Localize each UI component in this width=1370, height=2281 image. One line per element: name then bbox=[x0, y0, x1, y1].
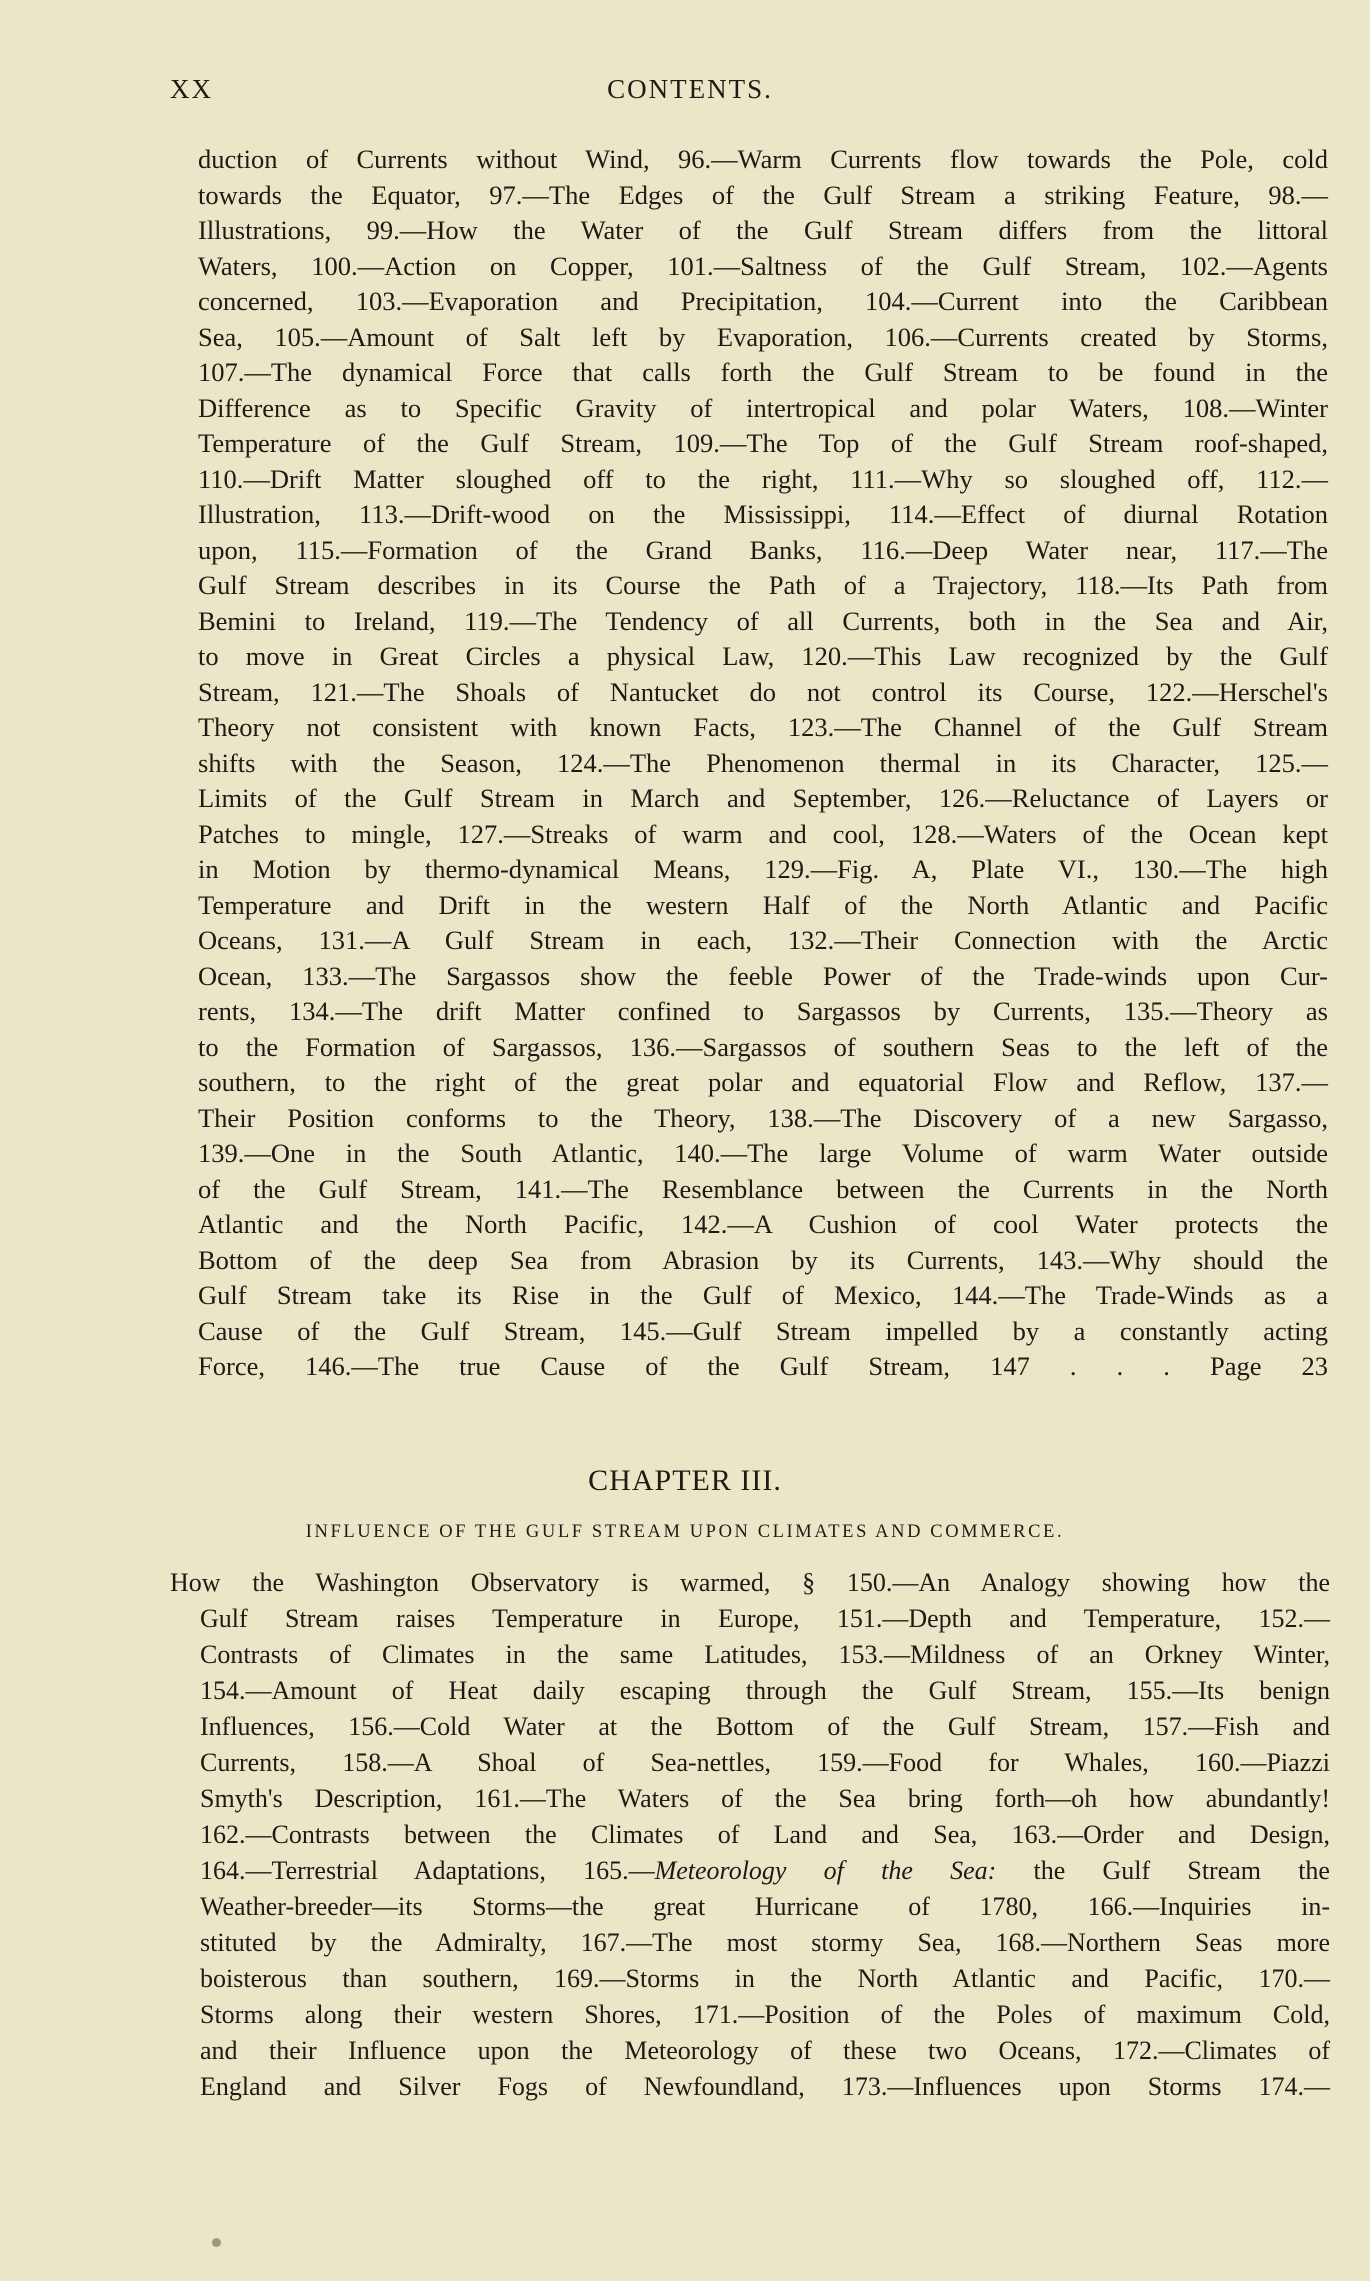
contents-line: rents, 134.—The drift Matter confined to Sargassos by Currents, 135.—Theory as bbox=[198, 996, 1328, 1026]
running-head-title: CONTENTS. bbox=[607, 74, 773, 104]
contents-line: Their Position conforms to the Theory, 138.—The Discovery of a new Sargasso, bbox=[198, 1102, 1328, 1133]
contents-line: Ocean, 133.—The Sargassos show the feeble Power of the Trade-winds upon Cur- bbox=[198, 960, 1328, 991]
contents-line: 110.—Drift Matter sloughed off to the right, 111.—Why so sloughed off, 112.— bbox=[198, 463, 1328, 494]
line-164-italic: Meteorology of the Sea: bbox=[654, 1856, 997, 1885]
contents-line: Illustrations, 99.—How the Water of the Gulf Stream differs from the littoral bbox=[198, 215, 1328, 245]
contents-line: upon, 115.—Formation of the Grand Banks, 116.—Deep Water near, 117.—The bbox=[198, 534, 1328, 565]
contents-line: England and Silver Fogs of Newfoundland, 173.—Influences upon Storms 174.— bbox=[200, 2072, 1330, 2101]
page-folio: XX bbox=[170, 74, 213, 104]
contents-line: to move in Great Circles a physical Law, 120.—This Law recognized by the Gulf bbox=[198, 641, 1328, 671]
contents-line: Weather-breeder—its Storms—the great Hurricane of 1780, 166.—Inquiries in- bbox=[200, 1892, 1330, 1921]
contents-line: towards the Equator, 97.—The Edges of the Gulf Stream a striking Feature, 98.— bbox=[198, 179, 1328, 210]
contents-line: concerned, 103.—Evaporation and Precipitation, 104.—Current into the Caribbean bbox=[198, 286, 1328, 316]
contents-line: Atlantic and the North Pacific, 142.—A Cushion of cool Water protects the bbox=[198, 1209, 1328, 1239]
contents-line: 107.—The dynamical Force that calls forth the Gulf Stream to be found in the bbox=[198, 357, 1328, 387]
contents-line: Patches to mingle, 127.—Streaks of warm and cool, 128.—Waters of the Ocean kept bbox=[198, 818, 1328, 849]
contents-line: Illustration, 113.—Drift-wood on the Mississippi, 114.—Effect of diurnal Rotation bbox=[198, 499, 1328, 529]
dot-leader: . . . bbox=[1069, 1351, 1170, 1381]
contents-line: Waters, 100.—Action on Copper, 101.—Saltness of the Gulf Stream, 102.—Agents bbox=[198, 250, 1328, 281]
contents-line: boisterous than southern, 169.—Storms in the North Atlantic and Pacific, 170.— bbox=[200, 1964, 1330, 1993]
contents-line: duction of Currents without Wind, 96.—Warm Currents flow towards the Pole, cold bbox=[198, 144, 1328, 174]
last-line-text: Force, 146.—The true Cause of the Gulf Stream, 147 bbox=[198, 1351, 1030, 1381]
contents-line: of the Gulf Stream, 141.—The Resemblance between the Currents in the North bbox=[198, 1173, 1328, 1204]
contents-line: Difference as to Specific Gravity of intertropical and polar Waters, 108.—Winter bbox=[198, 392, 1328, 423]
contents-line: Limits of the Gulf Stream in March and September, 126.—Reluctance of Layers or bbox=[198, 783, 1328, 813]
contents-line: Gulf Stream describes in its Course the Path of a Trajectory, 118.—Its Path from bbox=[198, 570, 1328, 600]
contents-line-164 bbox=[170, 1853, 1330, 1889]
line-164-part-a: 164.—Terrestrial Adaptations, 165.— bbox=[200, 1856, 655, 1885]
contents-line: Sea, 105.—Amount of Salt left by Evaporation, 106.—Currents created by Storms, bbox=[198, 321, 1328, 352]
contents-line: Gulf Stream take its Rise in the Gulf of Mexico, 144.—The Trade-Winds as a bbox=[198, 1280, 1328, 1310]
line-164-part-b: the Gulf Stream the bbox=[996, 1856, 1330, 1885]
contents-line: Storms along their western Shores, 171.—Position of the Poles of maximum Cold, bbox=[200, 2000, 1330, 2029]
page-reference: Page 23 bbox=[1209, 1351, 1329, 1381]
running-head bbox=[170, 74, 1210, 114]
contents-line: in Motion by thermo-dynamical Means, 129.—Fig. A, Plate VI., 130.—The high bbox=[198, 854, 1328, 884]
paper-spot bbox=[212, 2238, 221, 2247]
contents-line: Contrasts of Climates in the same Latitudes, 153.—Mildness of an Orkney Winter, bbox=[200, 1640, 1330, 1669]
contents-line: 154.—Amount of Heat daily escaping through the Gulf Stream, 155.—Its benign bbox=[200, 1676, 1330, 1705]
contents-line: Gulf Stream raises Temperature in Europe, 151.—Depth and Temperature, 152.— bbox=[200, 1604, 1330, 1633]
chapter-subtitle: INFLUENCE OF THE GULF STREAM UPON CLIMATES AND COMMERCE. bbox=[305, 1522, 1065, 1542]
contents-line: Influences, 156.—Cold Water at the Bottom of the Gulf Stream, 157.—Fish and bbox=[200, 1712, 1330, 1741]
contents-line: Smyth's Description, 161.—The Waters of the Sea bring forth—oh how abundantly! bbox=[200, 1784, 1330, 1813]
contents-line: Currents, 158.—A Shoal of Sea-nettles, 159.—Food for Whales, 160.—Piazzi bbox=[200, 1748, 1330, 1777]
contents-line: 162.—Contrasts between the Climates of Land and Sea, 163.—Order and Design, bbox=[200, 1820, 1330, 1849]
contents-line: 139.—One in the South Atlantic, 140.—The large Volume of warm Water outside bbox=[198, 1138, 1328, 1168]
chapter-ii-contents-continued bbox=[198, 142, 1328, 1385]
contents-line: stituted by the Admiralty, 167.—The most stormy Sea, 168.—Northern Seas more bbox=[200, 1928, 1330, 1957]
chapter-iii-contents bbox=[170, 1565, 1330, 2105]
contents-line: and their Influence upon the Meteorology of these two Oceans, 172.—Climates of bbox=[200, 2036, 1330, 2065]
contents-line: shifts with the Season, 124.—The Phenomenon thermal in its Character, 125.— bbox=[198, 747, 1328, 778]
contents-line: Stream, 121.—The Shoals of Nantucket do not control its Course, 122.—Herschel's bbox=[198, 676, 1328, 707]
chapter-heading: CHAPTER III. bbox=[588, 1464, 782, 1497]
contents-line: Temperature of the Gulf Stream, 109.—The Top of the Gulf Stream roof-shaped, bbox=[198, 428, 1328, 458]
contents-last-line bbox=[198, 1349, 1328, 1385]
contents-line: Oceans, 131.—A Gulf Stream in each, 132.—Their Connection with the Arctic bbox=[198, 925, 1328, 955]
contents-line: southern, to the right of the great polar and equatorial Flow and Reflow, 137.— bbox=[198, 1067, 1328, 1097]
contents-line-first: How the Washington Observatory is warmed, § 150.—An Analogy showing how the bbox=[170, 1568, 1330, 1597]
contents-line: Theory not consistent with known Facts, 123.—The Channel of the Gulf Stream bbox=[198, 712, 1328, 742]
contents-line: to the Formation of Sargassos, 136.—Sargassos of southern Seas to the left of the bbox=[198, 1031, 1328, 1062]
contents-line: Bottom of the deep Sea from Abrasion by its Currents, 143.—Why should the bbox=[198, 1244, 1328, 1275]
contents-line: Cause of the Gulf Stream, 145.—Gulf Stream impelled by a constantly acting bbox=[198, 1315, 1328, 1346]
contents-line: Bemini to Ireland, 119.—The Tendency of all Currents, both in the Sea and Air, bbox=[198, 605, 1328, 636]
contents-line: Temperature and Drift in the western Half of the North Atlantic and Pacific bbox=[198, 889, 1328, 920]
